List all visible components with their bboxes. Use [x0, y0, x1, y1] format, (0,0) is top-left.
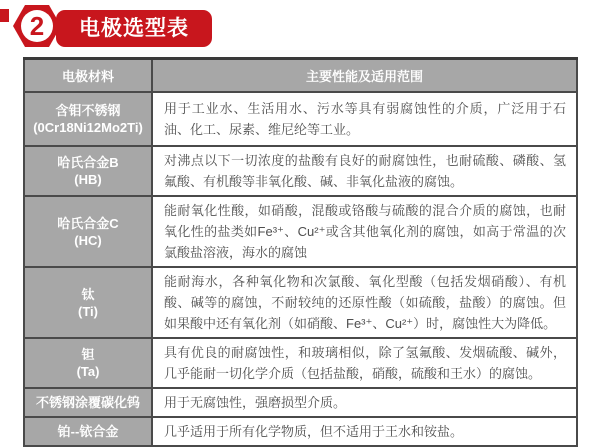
- description-cell: 用于无腐蚀性，强磨损型介质。: [152, 388, 577, 417]
- material-name: 含钼不锈钢: [55, 103, 121, 118]
- section-title-ribbon: [56, 10, 212, 47]
- material-name: 哈氏合金C: [57, 215, 119, 231]
- material-cell: [24, 388, 152, 417]
- material-cell: [24, 338, 152, 388]
- description-cell: 能耐氧化性酸，如硝酸，混酸或铬酸与硫酸的混合介质的腐蚀，也耐氧化性的盐类如Fe³⁺、Cu²⁺或含其他氧化剂的腐蚀，如高于常温的次氯酸盐溶液，海水的腐蚀: [152, 196, 577, 267]
- material-cell: [24, 92, 152, 146]
- material-name: 铂--铱合金: [57, 424, 119, 439]
- material-code: (HC): [74, 232, 102, 248]
- material-cell: [24, 146, 152, 196]
- material-cell: [24, 417, 152, 446]
- section-number-badge-icon: [12, 2, 62, 50]
- table-row: [24, 388, 577, 417]
- description-cell: 能耐海水，各种氧化物和次氯酸、氧化型酸（包括发烟硝酸）、有机酸、碱等的腐蚀，不耐较纯的还原性酸（如硫酸，盐酸）的腐蚀。但如果酸中还有氧化剂（如硝酸、Fe³⁺、Cu²⁺）时，腐蚀性大为降低。: [152, 267, 577, 338]
- column-header-material: 电极材料: [24, 59, 152, 93]
- material-name: 不锈钢涂覆碳化钨: [35, 395, 140, 410]
- material-code: (0Cr18Ni12Mo2Ti): [33, 120, 143, 135]
- material-name: 哈氏合金B: [57, 155, 119, 170]
- material-name: 钽: [81, 347, 95, 362]
- table-row: [24, 267, 577, 338]
- table-header-row: [24, 59, 577, 93]
- edge-decoration-square: [0, 9, 9, 22]
- electrode-selection-table: [23, 57, 578, 447]
- table-row: [24, 196, 577, 267]
- material-code: (HB): [74, 172, 102, 187]
- section-heading: [0, 0, 600, 57]
- badge-number: 2: [29, 11, 45, 41]
- section-title: 电极选型表: [79, 17, 189, 40]
- table-row: [24, 338, 577, 388]
- table-row: [24, 92, 577, 146]
- material-code: (Ti): [78, 303, 98, 319]
- table-row: [24, 417, 577, 446]
- description-cell: 对沸点以下一切浓度的盐酸有良好的耐腐蚀性，也耐硫酸、磷酸、氢氟酸、有机酸等非氧化酸、碱、非氧化盐液的腐蚀。: [152, 146, 577, 196]
- description-cell: 具有优良的耐腐蚀性，和玻璃相似，除了氢氟酸、发烟硫酸、碱外，几乎能耐一切化学介质（包括盐酸，硝酸，硫酸和王水）的腐蚀。: [152, 338, 577, 388]
- table-row: [24, 146, 577, 196]
- material-cell: [24, 196, 152, 267]
- description-cell: 用于工业水、生活用水、污水等具有弱腐蚀性的介质，广泛用于石油、化工、尿素、维尼纶等工业。: [152, 92, 577, 146]
- description-cell: 几乎适用于所有化学物质，但不适用于王水和铵盐。: [152, 417, 577, 446]
- column-header-performance: 主要性能及适用范围: [152, 59, 577, 93]
- material-cell: [24, 267, 152, 338]
- material-code: (Ta): [76, 364, 100, 379]
- material-name: 钛: [81, 286, 95, 302]
